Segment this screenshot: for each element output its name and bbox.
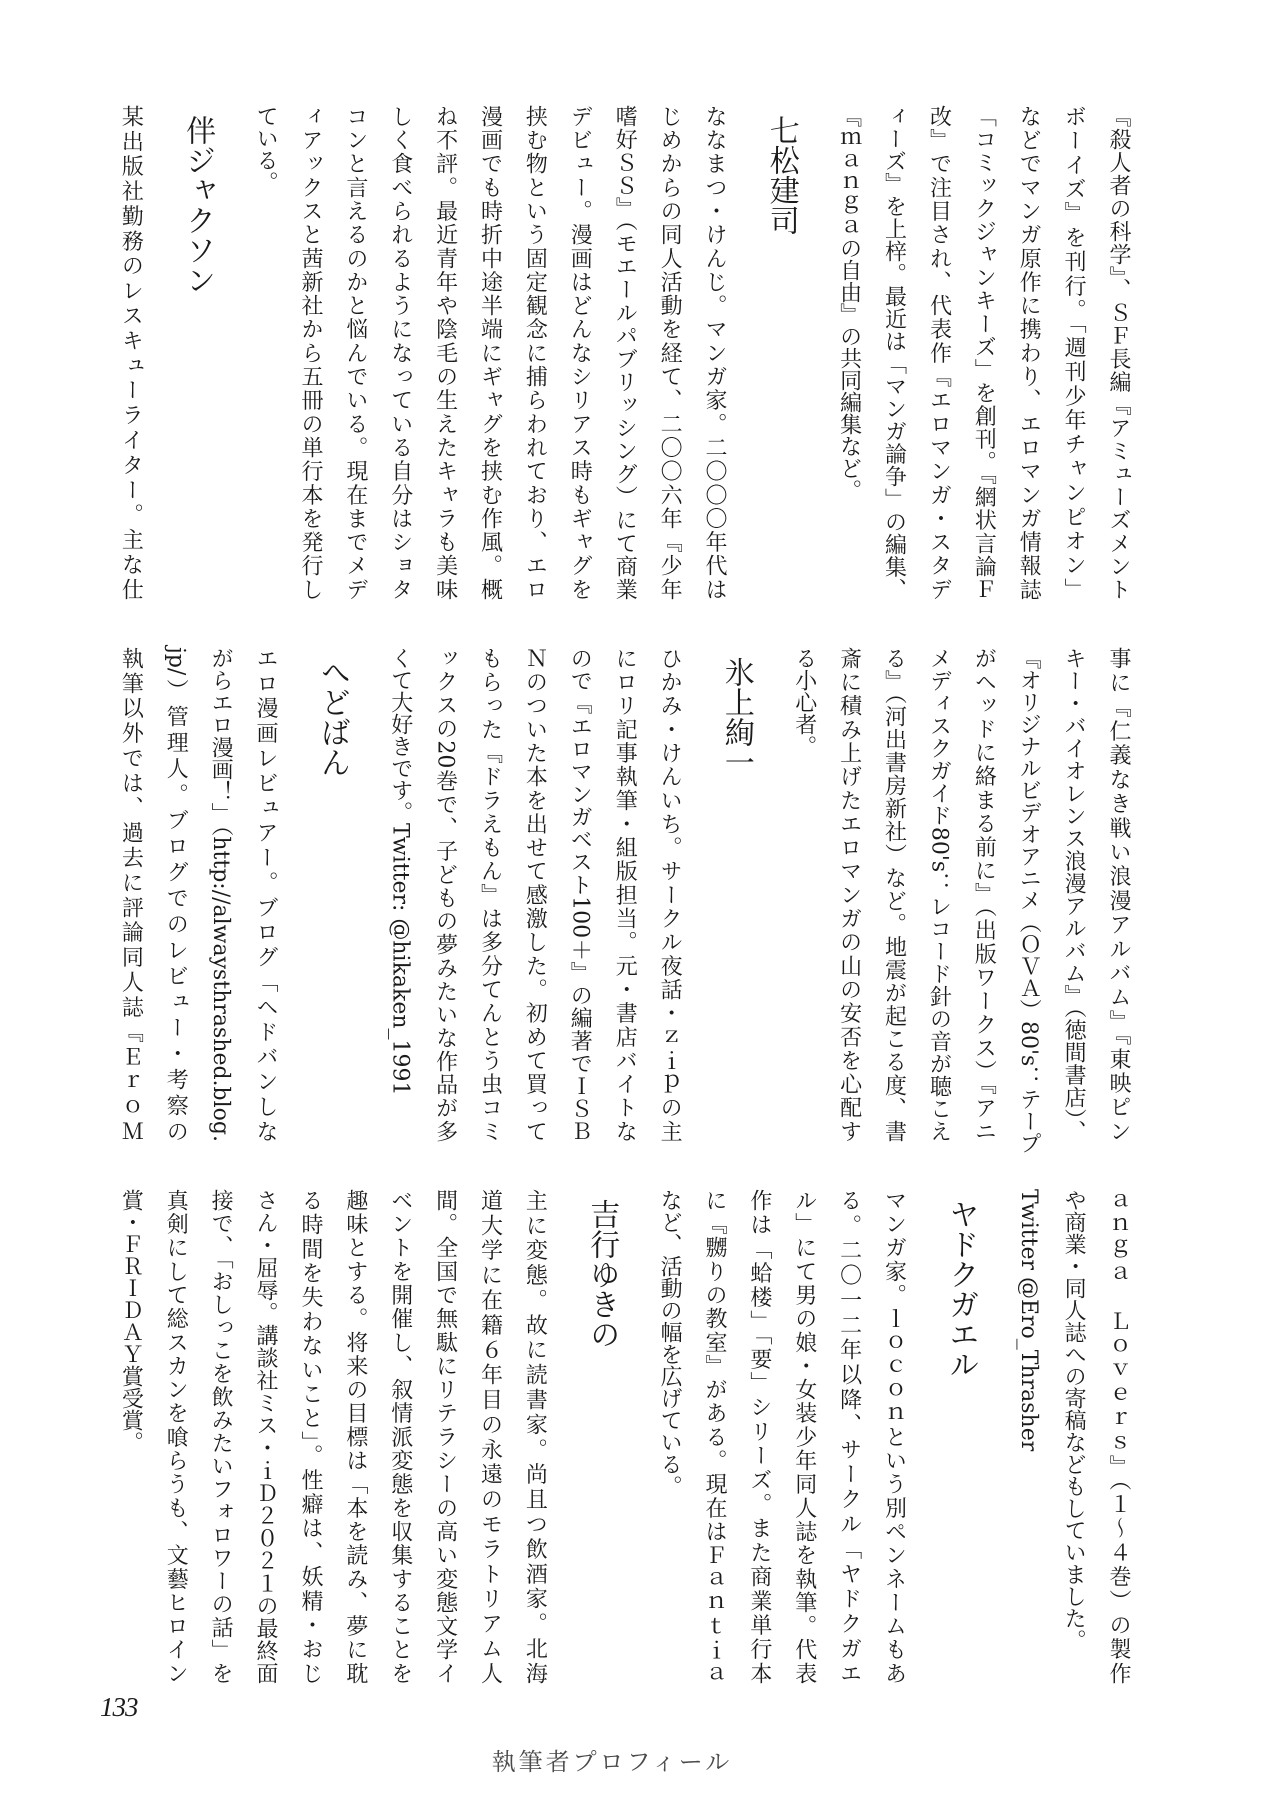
profile-text-line: 執筆以外では、過去に評論同人誌『ＥｒｏＭ <box>118 647 144 1142</box>
profile-text-line: くて大好きです。Twitter: @hikaken_1991 <box>387 647 413 1096</box>
continued-text-line: メディスクガイド80's：レコード針の音が聴こえ <box>926 647 952 1142</box>
profile-text-line: 趣味とする。将来の目標は「本を読み、夢に耽 <box>342 1189 368 1684</box>
profile-text-line: る時間を失わないこと」。性癖は、妖精・おじ <box>297 1189 323 1684</box>
author-name-heading: 七松建司 <box>763 115 799 235</box>
profile-text-line: 嗜好ＳＳ』（モエールパブリッシング）にて商業 <box>612 105 638 600</box>
continued-text-line: る』（河出書房新社）など。地震が起こる度、書 <box>881 647 907 1142</box>
profile-text-line: 主に変態。故に読書家。尚且つ飲酒家。北海 <box>522 1189 548 1684</box>
profile-text-line: 接で、「おしっこを飲みたいフォロワーの話」を <box>208 1189 234 1684</box>
profile-text-line: ね不評。最近青年や陰毛の生えたキャラも美味 <box>432 105 458 600</box>
continued-text-line: る小心者。 <box>791 647 817 757</box>
profile-text-line: がらエロ漫画！」（http://alwaysthrashed.blog. <box>208 647 234 1142</box>
profile-text-line: 某出版社勤務のレスキューライター。主な仕 <box>118 105 144 601</box>
profile-text-line: エロ漫画レビュアー。ブログ「ヘドバンしな <box>253 647 279 1142</box>
profile-text-line: マンガ家。ｌｏｃｏｎという別ペンネームもあ <box>881 1189 907 1684</box>
continued-text-line: 事に『仁義なき戦い浪漫アルバム』『東映ピン <box>1106 647 1131 1142</box>
profile-band-middle <box>107 647 1140 1155</box>
running-footer-title: 執筆者プロフィール <box>491 1748 733 1776</box>
profile-band-top <box>107 105 1140 600</box>
author-name-heading: 伴ジャクソン <box>180 115 216 295</box>
author-name-heading: ヤドクガエル <box>943 1199 979 1379</box>
profile-text-line: コンと言えるのかと悩んでいる。現在までメデ <box>342 105 368 600</box>
profile-text-line: しく食べられるようになっている自分はショタ <box>387 105 413 600</box>
profile-text-line: じめからの同人活動を経て、二〇〇六年『少年 <box>657 105 683 600</box>
profile-text-line: にロリ記事執筆・組版担当。元・書店バイトな <box>612 647 638 1142</box>
continued-text-line: ａｎｇａ Ｌｏｖｅｒｓ』（１〜４巻）の製作 <box>1106 1189 1131 1684</box>
continued-text-line: 『殺人者の科学』、ＳＦ長編『アミューズメント <box>1106 105 1131 600</box>
profile-text-line: など、活動の幅を広げている。 <box>657 1189 683 1497</box>
continued-text-line: ボーイズ』を刊行。「週刊少年チャンピオン」 <box>1061 105 1087 600</box>
profile-text-line: 間。全国で無駄にリテラシーの高い変態文学イ <box>432 1189 458 1684</box>
profile-band-bottom <box>107 1189 1140 1684</box>
continued-text-line: がヘッドに絡まる前に』（出版ワークス）『アニ <box>971 647 997 1142</box>
profile-text-line: 真剣にして総スカンを喰らうも、文藝ヒロイン <box>163 1189 189 1684</box>
profile-text-line: る。二〇一二年以降、サークル「ヤドクガエ <box>836 1189 862 1684</box>
continued-text-line: 「コミックジャンキーズ」を創刊。『網状言論Ｆ <box>971 105 997 600</box>
profile-text-line: もらった『ドラえもん』は多分てんとう虫コミ <box>477 647 503 1142</box>
continued-text-line: 斎に積み上げたエロマンガの山の安否を心配す <box>836 647 862 1142</box>
page-number: 133 <box>100 1692 138 1722</box>
profile-text-line: Ｎのついた本を出せて感激した。初めて買って <box>522 647 548 1142</box>
profile-text-line: さん・屈辱。講談社ミス・ｉＤ２０２１の最終面 <box>253 1189 279 1684</box>
continued-text-line: Twitter @Ero_Thrasher <box>1016 1189 1042 1452</box>
continued-text-line: 『ｍａｎｇａの自由』の共同編集など。 <box>836 105 862 501</box>
continued-text-line: などでマンガ原作に携わり、エロマンガ情報誌 <box>1016 105 1042 600</box>
profile-text-line: 作は「蛤楼」「要」シリーズ。また商業単行本 <box>746 1189 772 1684</box>
continued-text-line: や商業・同人誌への寄稿などもしていました。 <box>1061 1189 1087 1651</box>
profile-text-line: 賞・ＦＲＩＤＡＹ賞受賞。 <box>118 1189 144 1453</box>
profile-text-line: デビュー。漫画はどんなシリアス時もギャグを <box>567 105 593 600</box>
profile-text-line: 挟む物という固定観念に捕らわれており、エロ <box>522 105 548 600</box>
profile-text-line: ィアックスと茜新社から五冊の単行本を発行し <box>297 105 323 600</box>
profile-text-line: 道大学に在籍６年目の永遠のモラトリアム人 <box>477 1189 503 1684</box>
profile-text-line: ル」にて男の娘・女装少年同人誌を執筆。代表 <box>791 1189 817 1684</box>
profile-text-line: に『嬲りの教室』がある。現在はＦａｎｔｉａ <box>701 1189 727 1684</box>
profile-text-line: 漫画でも時折中途半端にギャグを挟む作風。概 <box>477 105 503 600</box>
author-name-heading: 吉行ゆきの <box>584 1199 620 1349</box>
profile-text-line: ベントを開催し、叙情派変態を収集することを <box>387 1189 413 1684</box>
continued-text-line: 改』で注目され、代表作『エロマンガ・スタデ <box>926 105 952 600</box>
profile-text-line: ックスの20巻で、子どもの夢みたいな作品が多 <box>432 647 458 1142</box>
profile-text-line: ので『エロマンガベスト100＋』の編著でＩＳＢ <box>567 647 593 1142</box>
continued-text-line: ィーズ』を上梓。最近は「マンガ論争」の編集、 <box>881 105 907 600</box>
author-name-heading: へどばん <box>314 657 350 777</box>
profile-text-line: ななまつ・けんじ。マンガ家。二〇〇〇年代は <box>701 105 727 600</box>
profile-text-line: ひかみ・けんいち。サークル夜話・ｚｉｐの主 <box>657 647 683 1142</box>
continued-text-line: キー・バイオレンス浪漫アルバム』（徳間書店）、 <box>1061 647 1087 1142</box>
continued-text-line: 『オリジナルビデオアニメ（ＯＶＡ）80's：テープ <box>1016 647 1042 1155</box>
author-name-heading: 氷上絢一 <box>718 657 754 777</box>
profile-text-line: ている。 <box>253 105 279 193</box>
profile-text-line: jp/）管理人。ブログでのレビュー・考察の <box>163 647 189 1142</box>
